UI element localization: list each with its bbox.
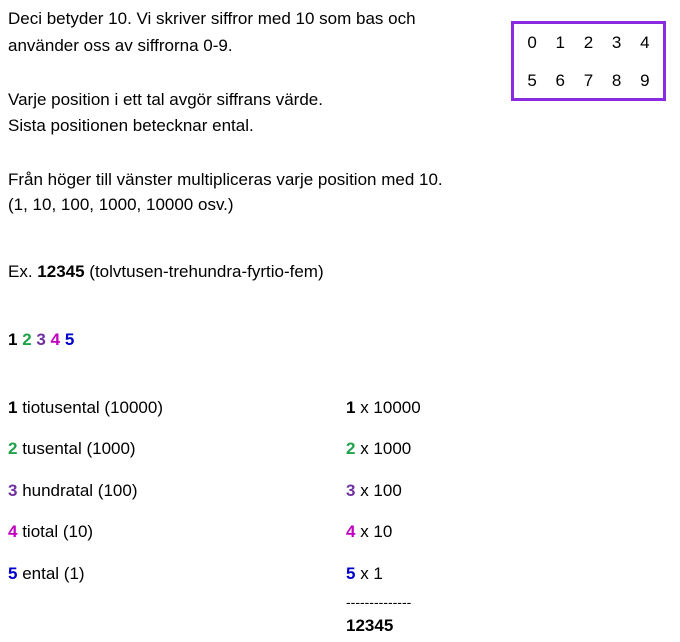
- digit-box: [511, 21, 666, 101]
- place-label: ental (1): [17, 564, 85, 583]
- intro-line-6: (1, 10, 100, 1000, 10000 osv.): [8, 195, 234, 214]
- digit: 1: [555, 33, 566, 52]
- colored-digit-3: 3: [36, 330, 46, 349]
- mult-row-2: [346, 439, 411, 459]
- digit-row-1: [514, 33, 663, 53]
- intro-line-2: använder oss av siffrorna 0-9.: [8, 36, 233, 55]
- place-label: tusental (1000): [17, 439, 136, 458]
- place-digit: 5: [8, 564, 18, 583]
- intro-line-5: Från höger till vänster multipliceras varje position med 10.: [8, 170, 443, 189]
- colored-digit-1: 1: [8, 330, 18, 349]
- mult-row-3: [346, 481, 402, 501]
- place-row-5: [8, 564, 85, 584]
- place-label: tiotusental (10000): [17, 398, 164, 417]
- mult-row-5: [346, 564, 383, 584]
- mult-row-1: [346, 398, 421, 418]
- mult-digit: 4: [346, 522, 356, 541]
- place-row-4: [8, 522, 93, 542]
- digit: 7: [583, 71, 594, 90]
- place-row-3: [8, 481, 138, 501]
- digit: 4: [640, 33, 650, 52]
- colored-digits: [8, 330, 74, 350]
- mult-factor: x 10: [355, 522, 393, 541]
- mult-digit: 3: [346, 481, 356, 500]
- place-digit: 4: [8, 522, 18, 541]
- place-digit: 1: [8, 398, 18, 417]
- mult-digit: 1: [346, 398, 356, 417]
- digit: 3: [611, 33, 622, 52]
- mult-digit: 2: [346, 439, 356, 458]
- place-label: hundratal (100): [17, 481, 138, 500]
- example-number: 12345: [37, 262, 85, 281]
- digit: 2: [583, 33, 594, 52]
- digit: 6: [555, 71, 566, 90]
- example-line: [8, 262, 324, 282]
- mult-factor: x 1: [355, 564, 383, 583]
- example-prefix: Ex.: [8, 262, 38, 281]
- digit-row-2: [514, 71, 663, 91]
- intro-line-3: Varje position i ett tal avgör siffrans värde.: [8, 90, 323, 109]
- mult-digit: 5: [346, 564, 356, 583]
- place-row-2: [8, 439, 136, 459]
- digit: 0: [527, 33, 537, 52]
- sum-divider: --------------: [346, 594, 412, 610]
- digit: 8: [611, 71, 622, 90]
- sum-total: 12345: [346, 616, 394, 635]
- mult-factor: x 10000: [355, 398, 421, 417]
- place-digit: 3: [8, 481, 18, 500]
- intro-line-4: Sista positionen betecknar ental.: [8, 116, 254, 135]
- digit: 9: [640, 71, 650, 90]
- place-digit: 2: [8, 439, 18, 458]
- mult-factor: x 100: [355, 481, 402, 500]
- place-row-1: [8, 398, 163, 418]
- digit: 5: [527, 71, 537, 90]
- intro-line-1: Deci betyder 10. Vi skriver siffror med 10 som bas och: [8, 9, 416, 28]
- example-words: (tolvtusen-trehundra-fyrtio-fem): [84, 262, 324, 281]
- colored-digit-2: 2: [22, 330, 32, 349]
- mult-row-4: [346, 522, 392, 542]
- colored-digit-5: 5: [64, 330, 75, 349]
- mult-factor: x 1000: [355, 439, 412, 458]
- place-label: tiotal (10): [17, 522, 94, 541]
- colored-digit-4: 4: [50, 330, 61, 349]
